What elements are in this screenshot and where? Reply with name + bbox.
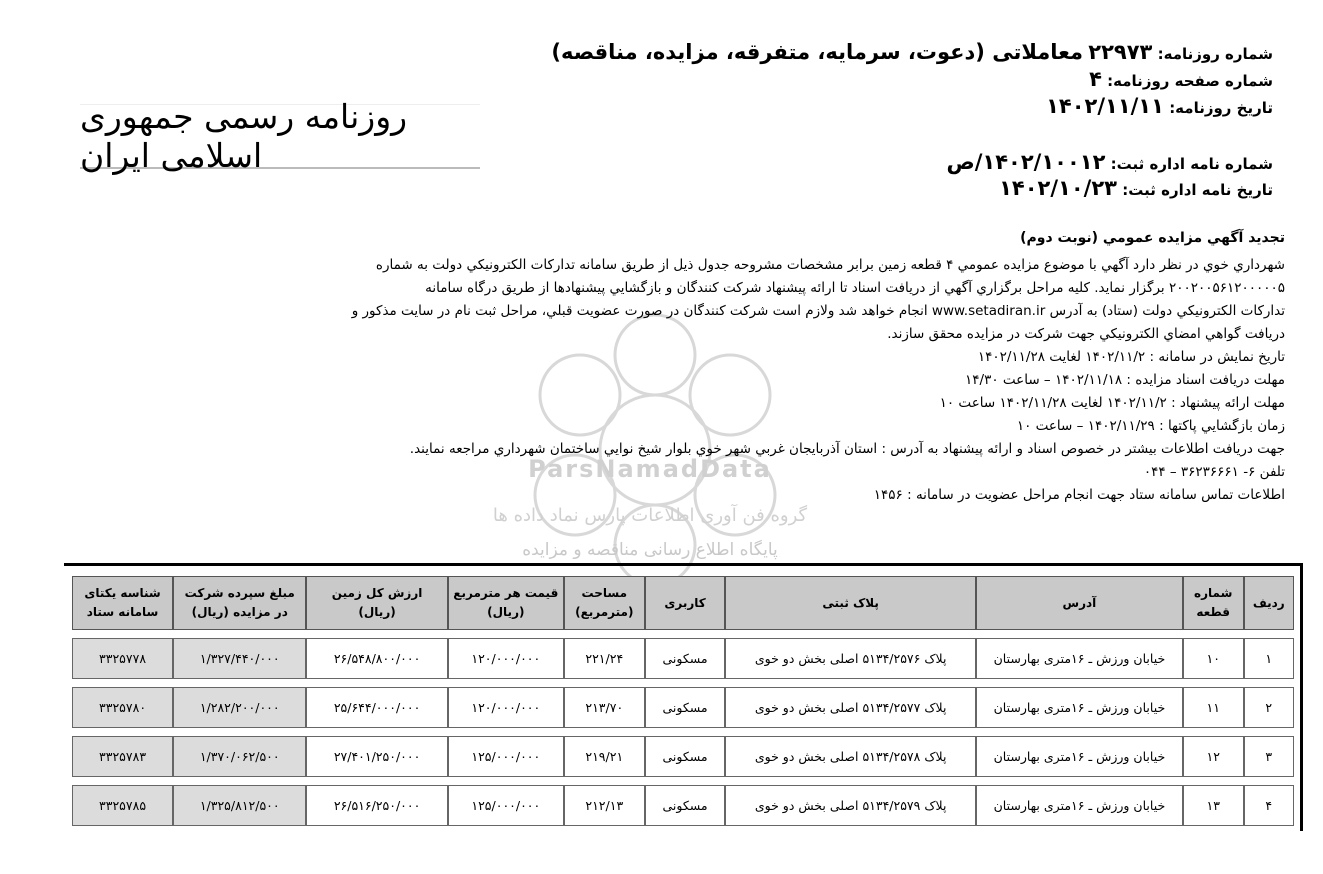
cell-setad-id: ۳۳۲۵۷۷۸ (72, 638, 173, 679)
cell-usage: مسکونی (645, 785, 726, 826)
paragraph-line: شهرداري خوي در نظر دارد آگهي با موضوع مزايده عمومي ۴ قطعه زمين برابر مشخصات مشروحه جدول ذيل از طريق سامانه تداركات الكترونيكي دولت به شماره (375, 257, 1285, 273)
cell-price-per-m2: ۱۲۰/۰۰۰/۰۰۰ (448, 638, 564, 679)
col-header-total-value: ارزش کل زمین (ریال) (306, 576, 447, 630)
issue-label: شماره روزنامه: (1157, 45, 1273, 63)
cell-setad-id: ۳۳۲۵۷۸۳ (72, 736, 173, 777)
detail-opening-time: زمان بازگشايي پاكتها : ۱۴۰۲/۱۱/۲۹ – ساعت ۱۰ (1016, 418, 1285, 434)
cell-plate: پلاک ۵۱۳۴/۲۵۷۶ اصلی بخش دو خوی (725, 638, 975, 679)
paragraph-line: دريافت گواهي امضاي الكترونيكي جهت شركت در مزايده محقق سازند. (887, 326, 1285, 342)
ad-title: تجديد آگهي مزايده عمومي (نوبت دوم) (1020, 230, 1285, 246)
col-header-parcel-no: شماره قطعه (1183, 576, 1244, 630)
gazette-logo: روزنامه رسمی جمهوری اسلامی ایران (80, 104, 480, 169)
cell-area: ۲۲۱/۲۴ (564, 638, 645, 679)
cell-address: خیابان ورزش ـ ۱۶متری بهارستان (976, 736, 1183, 777)
cell-address: خیابان ورزش ـ ۱۶متری بهارستان (976, 638, 1183, 679)
table-header-row (72, 576, 1294, 630)
issue-number: ۲۲۹۷۳ (1088, 40, 1153, 64)
col-header-area: مساحت (مترمربع) (564, 576, 645, 630)
page-line (1089, 67, 1273, 91)
col-header-deposit: مبلغ سپرده شرکت در مزایده (ریال) (173, 576, 306, 630)
cell-area: ۲۱۲/۱۳ (564, 785, 645, 826)
cell-total-value: ۲۵/۶۴۴/۰۰۰/۰۰۰ (306, 687, 447, 728)
reg-letter-line (946, 150, 1273, 174)
table-row (72, 785, 1294, 826)
cell-deposit: ۱/۲۸۲/۲۰۰/۰۰۰ (173, 687, 306, 728)
cell-plate: پلاک ۵۱۳۴/۲۵۷۹ اصلی بخش دو خوی (725, 785, 975, 826)
col-header-usage: کاربری (645, 576, 726, 630)
cell-price-per-m2: ۱۲۰/۰۰۰/۰۰۰ (448, 687, 564, 728)
detail-docs-deadline: مهلت دريافت اسناد مزايده : ۱۴۰۲/۱۱/۱۸ – ساعت ۱۴/۳۰ (965, 372, 1285, 388)
cell-usage: مسکونی (645, 638, 726, 679)
cell-parcel-no: ۱۰ (1183, 638, 1244, 679)
cell-price-per-m2: ۱۲۵/۰۰۰/۰۰۰ (448, 736, 564, 777)
page-label: شماره صفحه روزنامه: (1107, 72, 1273, 90)
cell-parcel-no: ۱۱ (1183, 687, 1244, 728)
reg-letter-value: ۱۴۰۲/۱۰۰۱۲/ص (946, 150, 1106, 174)
cell-plate: پلاک ۵۱۳۴/۲۵۷۷ اصلی بخش دو خوی (725, 687, 975, 728)
watermark-text-en: ParsNamadData (528, 455, 772, 483)
cell-address: خیابان ورزش ـ ۱۶متری بهارستان (976, 687, 1183, 728)
reg-date-value: ۱۴۰۲/۱۰/۲۳ (999, 176, 1117, 200)
detail-contact: اطلاعات تماس سامانه ستاد جهت انجام مراحل عضويت در سامانه : ۱۴۵۶ (873, 487, 1285, 503)
date-label: تاريخ روزنامه: (1169, 99, 1273, 117)
cell-total-value: ۲۶/۵۱۶/۲۵۰/۰۰۰ (306, 785, 447, 826)
cell-usage: مسکونی (645, 687, 726, 728)
watermark-text-fa2: پایگاه اطلاع رسانی مناقصه و مزایده (522, 540, 778, 560)
reg-date-label: تاريخ نامه اداره ثبت: (1122, 181, 1273, 199)
issue-category: معاملاتی (دعوت، سرمایه، متفرقه، مزایده، مناقصه) (551, 40, 1084, 64)
cell-parcel-no: ۱۲ (1183, 736, 1244, 777)
table-row (72, 687, 1294, 728)
cell-row-no: ۱ (1244, 638, 1294, 679)
reg-letter-label: شماره نامه اداره ثبت: (1110, 155, 1273, 173)
table-row (72, 736, 1294, 777)
col-header-address: آدرس (976, 576, 1183, 630)
cell-parcel-no: ۱۳ (1183, 785, 1244, 826)
reg-date-line (999, 176, 1273, 200)
detail-address: جهت دريافت اطلاعات بيشتر در خصوص اسناد و ارائه پيشنهاد به آدرس : استان آذربايجان غربي شهر خوي بلوار شيخ نوايي ساختمان شهرداري مراجعه نمايند. (409, 441, 1285, 457)
cell-row-no: ۴ (1244, 785, 1294, 826)
detail-display-dates: تاريخ نمايش در سامانه : ۱۴۰۲/۱۱/۲ لغايت ۱۴۰۲/۱۱/۲۸ (977, 349, 1285, 365)
cell-area: ۲۱۹/۲۱ (564, 736, 645, 777)
cell-address: خیابان ورزش ـ ۱۶متری بهارستان (976, 785, 1183, 826)
cell-usage: مسکونی (645, 736, 726, 777)
paragraph-line: ۲۰۰۲۰۰۵۶۱۲۰۰۰۰۰۵ برگزار نمايد. كليه مراحل برگزاري آگهي از دريافت اسناد تا ارائه پيشنهاد شركت كنندگان و بازگشايي پيشنهادها از طريق درگاه سامانه (425, 280, 1285, 296)
detail-phone: تلفن ۶- ۳۶۲۳۶۶۶۱ – ۰۴۴ (1143, 464, 1285, 480)
col-header-price-per-m2: قیمت هر مترمربع (ریال) (448, 576, 564, 630)
paragraph-line: تداركات الكترونيكي دولت (ستاد) به آدرس www.setadiran.ir انجام خواهد شد ولازم است شركت كنندگان در صورت عضويت قبلي، مراحل ثبت نام در سايت مذكور و (351, 303, 1285, 319)
cell-row-no: ۲ (1244, 687, 1294, 728)
ad-body (175, 254, 1285, 507)
cell-total-value: ۲۷/۴۰۱/۲۵۰/۰۰۰ (306, 736, 447, 777)
col-header-row-no: رديف (1244, 576, 1294, 630)
cell-plate: پلاک ۵۱۳۴/۲۵۷۸ اصلی بخش دو خوی (725, 736, 975, 777)
issue-line (551, 40, 1273, 64)
cell-row-no: ۳ (1244, 736, 1294, 777)
cell-deposit: ۱/۳۲۵/۸۱۲/۵۰۰ (173, 785, 306, 826)
col-header-setad-id: شناسه یکتای سامانه ستاد (72, 576, 173, 630)
cell-total-value: ۲۶/۵۴۸/۸۰۰/۰۰۰ (306, 638, 447, 679)
cell-deposit: ۱/۳۷۰/۰۶۲/۵۰۰ (173, 736, 306, 777)
cell-deposit: ۱/۳۲۷/۴۴۰/۰۰۰ (173, 638, 306, 679)
detail-offer-deadline: مهلت ارائه پيشنهاد : ۱۴۰۲/۱۱/۲ لغايت ۱۴۰۲/۱۱/۲۸ ساعت ۱۰ (939, 395, 1285, 411)
watermark-text-fa: گروه فن آوری اطلاعات پارس نماد داده ها (492, 505, 808, 526)
cell-price-per-m2: ۱۲۵/۰۰۰/۰۰۰ (448, 785, 564, 826)
col-header-plate: پلاک ثبتی (725, 576, 975, 630)
page-number: ۴ (1089, 67, 1102, 91)
auction-table (72, 576, 1294, 826)
cell-setad-id: ۳۳۲۵۷۸۵ (72, 785, 173, 826)
cell-area: ۲۱۳/۷۰ (564, 687, 645, 728)
cell-setad-id: ۳۳۲۵۷۸۰ (72, 687, 173, 728)
date-value: ۱۴۰۲/۱۱/۱۱ (1046, 94, 1164, 118)
table-row (72, 638, 1294, 679)
date-line (1046, 94, 1273, 118)
